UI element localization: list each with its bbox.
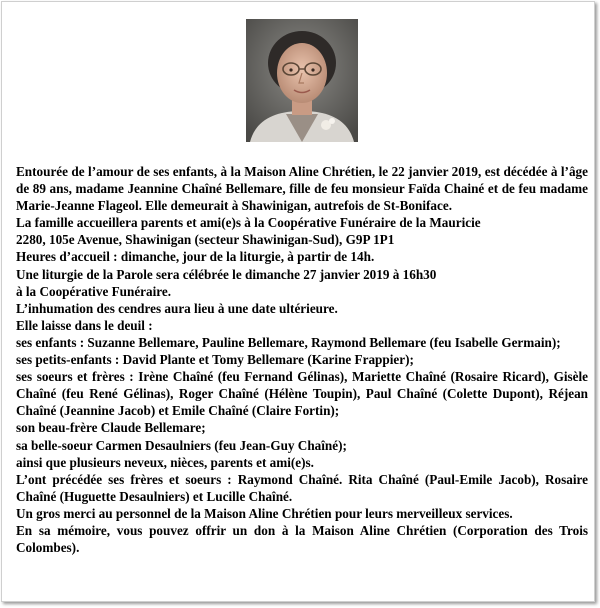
funeral-home-address: 2280, 105e Avenue, Shawinigan (secteur Shawinigan-Sud), G9P 1P1	[16, 232, 395, 248]
interment-notice: L’inhumation des cendres aura lieu à une date ultérieure.	[16, 300, 338, 316]
portrait-photo-icon	[246, 19, 358, 142]
portrait-photo	[246, 19, 358, 142]
survivors-siblings: ses soeurs et frères : Irène Chaîné (feu Fernand Gélinas), Mariette Chaîné (Rosaire Ricard), Gisèle Chaîné (feu René Gélinas), Roger Chaîné (Hélène Toupin), Paul Chaîné (Colette Dupont), Réjean Chaîné (Jeannine Jacob) et Emile Chaîné (Claire Fortin);	[16, 369, 588, 419]
visitation-location: La famille accueillera parents et ami(e)s à la Coopérative Funéraire de la Mauricie	[16, 215, 481, 231]
obituary-text	[16, 163, 588, 556]
survivors-others: ainsi que plusieurs neveux, nièces, parents et ami(e)s.	[16, 454, 314, 470]
survivors-brother-in-law: son beau-frère Claude Bellemare;	[16, 420, 206, 436]
survivors-sister-in-law: sa belle-soeur Carmen Desaulniers (feu Jean-Guy Chaîné);	[16, 437, 347, 453]
survivors-heading: Elle laisse dans le deuil :	[16, 317, 153, 333]
predeceased-siblings: L’ont précédée ses frères et soeurs : Raymond Chaîné. Rita Chaîné (Paul-Emile Jacob), Rosaire Chaîné (Huguette Desaulniers) et Lucille Chaîné.	[16, 471, 588, 504]
obituary-intro: Entourée de l’amour de ses enfants, à la Maison Aline Chrétien, le 22 janvier 2019, est décédée à l’âge de 89 ans, madame Jeannine Chaîné Bellemare, fille de feu monsieur Faïda Chainé et de feu madame Marie-Jeanne Flageol. Elle demeurait à Shawinigan, autrefois de St-Boniface.	[16, 164, 588, 214]
survivors-grandchildren: ses petits-enfants : David Plante et Tomy Bellemare (Karine Frappier);	[16, 352, 414, 368]
survivors-children: ses enfants : Suzanne Bellemare, Pauline Bellemare, Raymond Bellemare (feu Isabelle Germain);	[16, 334, 561, 350]
liturgy-date: Une liturgie de la Parole sera célébrée le dimanche 27 janvier 2019 à 16h30	[16, 266, 437, 282]
liturgy-location: à la Coopérative Funéraire.	[16, 283, 172, 299]
thanks-message: Un gros merci au personnel de la Maison Aline Chrétien pour leurs merveilleux services.	[16, 505, 513, 521]
visiting-hours: Heures d’accueil : dimanche, jour de la liturgie, à partir de 14h.	[16, 249, 375, 265]
donation-message: En sa mémoire, vous pouvez offrir un don à la Maison Aline Chrétien (Corporation des Trois Colombes).	[16, 522, 588, 556]
